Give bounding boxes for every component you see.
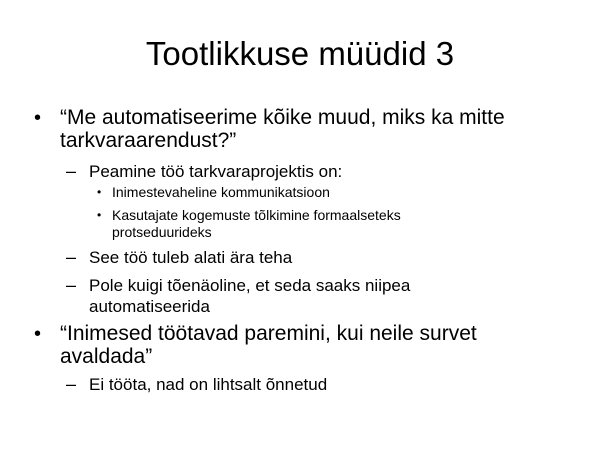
bullet-text-line: “Me automatiseerime kõike muud, miks ka mitte bbox=[60, 106, 505, 129]
bullet-dot-icon: • bbox=[34, 107, 42, 129]
bullet-text-line: protseduurideks bbox=[112, 224, 212, 240]
bullet-text-line: automatiseerida bbox=[89, 297, 210, 316]
bullet-text-line: Ei tööta, nad on lihtsalt õnnetud bbox=[89, 375, 328, 394]
bullet-dot-icon: • bbox=[97, 208, 102, 222]
bullet-text-line: Pole kuigi tõenäoline, et seda saaks niipea bbox=[89, 276, 411, 295]
bullet-dash-icon: – bbox=[66, 374, 77, 394]
bullet-dash-icon: – bbox=[66, 275, 77, 295]
bullet-text-line: avaldada” bbox=[60, 345, 153, 368]
bullet-text-line: tarkvaraarendust?” bbox=[60, 129, 237, 152]
bullet-text-line: Peamine töö tarkvaraprojektis on: bbox=[89, 162, 343, 181]
bullet-dot-icon: • bbox=[34, 323, 42, 345]
bullet-text-line: “Inimesed töötavad paremini, kui neile survet bbox=[60, 322, 477, 345]
bullet-text-line: Kasutajate kogemuste tõlkimine formaalseteks bbox=[112, 207, 401, 223]
bullet-dot-icon: • bbox=[97, 185, 102, 199]
bullet-text-line: Inimestevaheline kommunikatsioon bbox=[112, 184, 330, 200]
slide-title: Tootlikkuse müüdid 3 bbox=[145, 35, 455, 72]
bullet-dash-icon: – bbox=[66, 161, 77, 181]
bullet-dash-icon: – bbox=[66, 247, 77, 267]
bullet-text-line: See töö tuleb alati ära teha bbox=[89, 248, 293, 267]
